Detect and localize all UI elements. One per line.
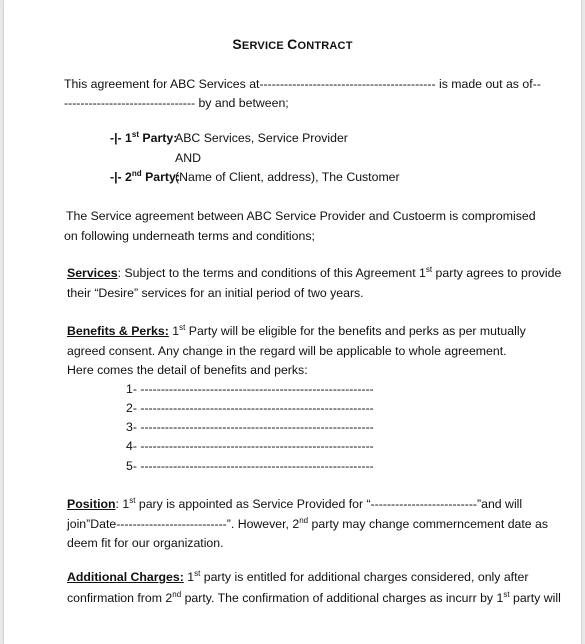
intro-line-1: This agreement for ABC Services at------------------------------------------- is made out as of--: [64, 77, 541, 91]
benefits-line-3: Here comes the detail of benefits and perks:: [67, 363, 308, 377]
second-party-label: -|- 2nd Party:: [110, 168, 180, 184]
position-line-3: deem fit for our organization.: [67, 536, 224, 550]
document-title: SERVICE CONTRACT: [232, 36, 353, 52]
agreement-line-2: on following underneath terms and conditions;: [64, 229, 315, 243]
and-text: AND: [175, 151, 201, 165]
charges-line-1: Additional Charges: 1st party is entitled for additional charges considered, only after: [67, 568, 529, 584]
services-line-1: Services: Subject to the terms and conditions of this Agreement 1st party agrees to provide: [67, 264, 562, 280]
document-page: [4, 0, 581, 644]
benefit-item: 1- ---------------------------------------------------------: [126, 382, 374, 396]
position-line-2: join”Date---------------------------”. However, 2nd party may change commerncement date as: [67, 515, 549, 531]
second-party-value: (Name of Client, address), The Customer: [175, 170, 400, 184]
benefits-line-2: agreed consent. Any change in the regard will be applicable to whole agreement.: [67, 344, 507, 358]
charges-heading: Additional Charges:: [67, 570, 184, 584]
charges-line-2: confirmation from 2nd party. The confirmation of additional charges as incurr by 1st party will: [67, 589, 561, 605]
benefit-item: 5- ---------------------------------------------------------: [126, 459, 374, 473]
benefits-line-1: Benefits & Perks: 1st Party will be eligible for the benefits and perks as per mutually: [67, 322, 526, 338]
services-line-2: their “Desire” services for an initial period of two years.: [67, 286, 364, 300]
benefit-item: 2- ---------------------------------------------------------: [126, 401, 374, 415]
position-heading: Position: [67, 497, 116, 511]
benefit-item: 4- ---------------------------------------------------------: [126, 439, 374, 453]
position-line-1: Position: 1st pary is appointed as Service Provided for “--------------------------”and will: [67, 495, 523, 511]
benefits-heading: Benefits & Perks:: [67, 324, 169, 338]
agreement-line-1: The Service agreement between ABC Service Provider and Custoerm is compromised: [66, 209, 536, 223]
first-party-value: ABC Services, Service Provider: [175, 131, 348, 145]
intro-line-2: -------------------------------- by and between;: [64, 96, 289, 110]
second-party-row: [110, 169, 180, 185]
first-party-label: -|- 1st Party:: [110, 129, 178, 145]
first-party-row: [110, 130, 177, 146]
benefit-item: 3- ---------------------------------------------------------: [126, 420, 374, 434]
services-heading: Services: [67, 266, 118, 280]
